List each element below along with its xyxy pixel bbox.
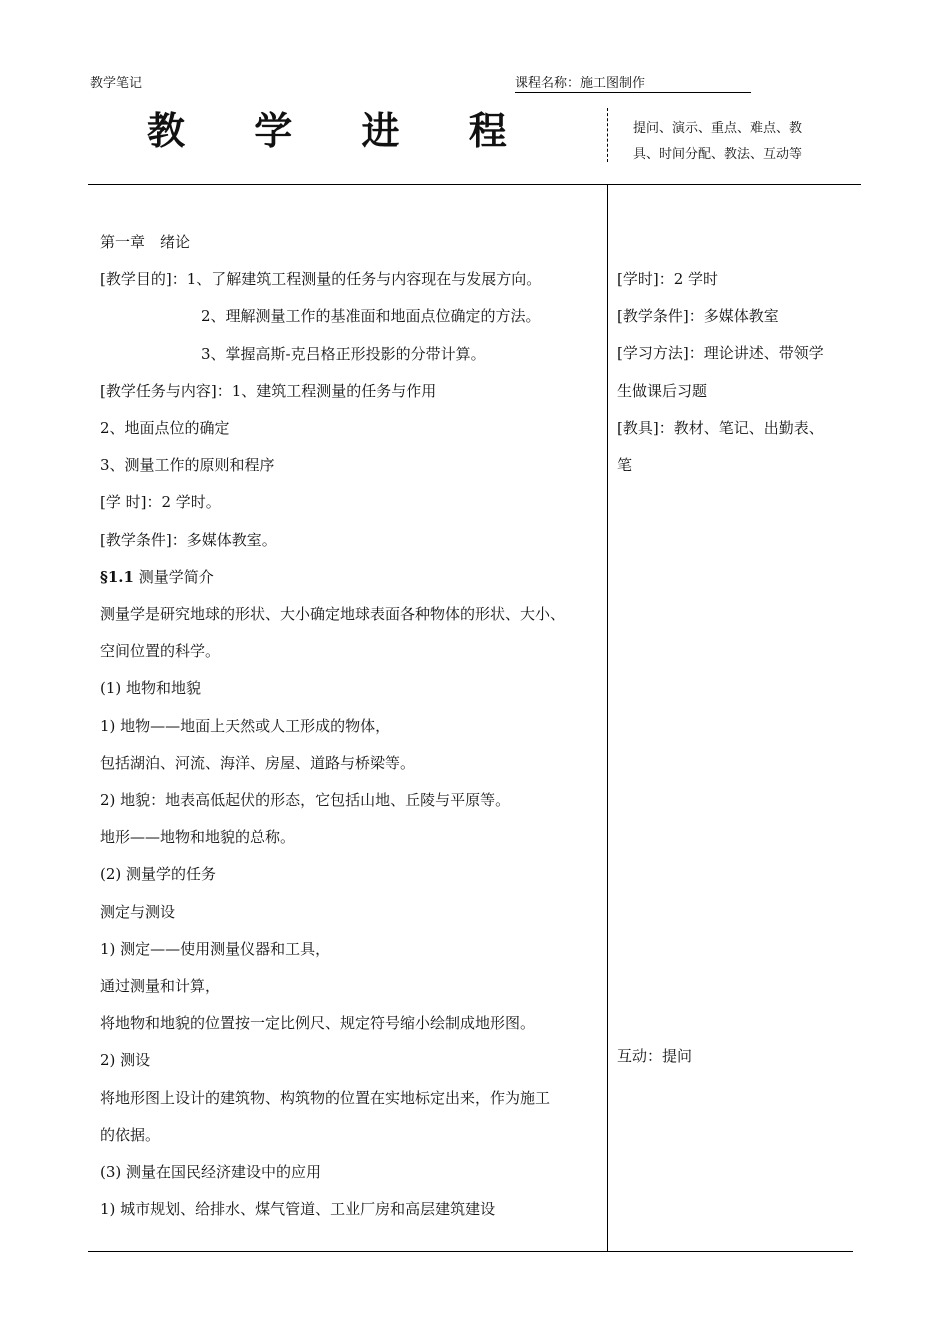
hours-line: [学 时]：2 学时。 [100,493,221,512]
column-divider [607,184,608,1252]
page-title: 教 学 进 程 [147,109,535,153]
task-item: 1、建筑工程测量的任务与作用 [231,381,437,400]
objective-item: 1、了解建筑工程测量的任务与内容现在与发展方向。 [186,270,542,289]
side-note [633,116,833,168]
side-tools-cont: 笔 [617,456,633,475]
top-rule [88,184,861,185]
text-line: 将地物和地貌的位置按一定比例尺、规定符号缩小绘制成地形图。 [100,1014,536,1033]
task-item: 2、地面点位的确定 [100,419,230,438]
side-note-line: 具、时间分配、教法、互动等 [633,147,803,162]
side-tools: [教具]：教材、笔记、出勤表、 [617,418,824,437]
task-label: [教学任务与内容]： [100,381,232,400]
text-line: 测定与测设 [100,902,176,921]
section-heading [100,559,605,596]
text-line: 1) 地物——地面上天然或人工形成的物体， [100,716,391,735]
task-item: 3、测量工作的原则和程序 [100,456,275,475]
text-line: 空间位置的科学。 [100,642,221,661]
dashed-divider [607,108,608,162]
text-line: 1) 测定——使用测量仪器和工具， [100,939,331,958]
section-title: 测量学简介 [133,567,214,586]
side-method: [学习方法]：理论讲述、带领学 [617,344,824,363]
objective-item: 3、掌握高斯-克吕格正形投影的分带计算。 [201,344,486,363]
chapter-title: 第一章 绪论 [100,233,191,251]
text-line: 2) 测设 [100,1051,151,1070]
side-note-line: 提问、演示、重点、难点、教 [633,121,803,136]
objective-line [100,261,605,298]
side-conditions: [教学条件]：多媒体教室 [617,307,779,326]
header-left: 教学笔记 [90,76,143,91]
side-hours: [学时]：2 学时 [617,270,719,288]
section-number: §1.1 [100,567,134,586]
main-column [100,224,605,1228]
objective-item: 2、理解测量工作的基准面和地面点位确定的方法。 [201,307,541,326]
side-method-cont: 生做课后习题 [617,381,708,400]
text-line: 包括湖泊、河流、海洋、房屋、道路与桥梁等。 [100,753,416,772]
text-line: (2) 测量学的任务 [100,865,217,884]
text-line: 通过测量和计算， [100,977,221,996]
text-line: 测量学是研究地球的形状、大小确定地球表面各种物体的形状、大小、 [100,605,566,624]
text-line: 的依据。 [100,1125,161,1144]
text-line: 2) 地貌：地表高低起伏的形态，它包括山地、丘陵与平原等。 [100,791,511,810]
text-line: 地形——地物和地貌的总称。 [100,828,296,847]
text-line: 将地形图上设计的建筑物、构筑物的位置在实地标定出来，作为施工 [100,1088,551,1107]
task-line [100,373,605,410]
side-interaction: 互动：提问 [617,1047,693,1065]
bottom-rule [88,1251,853,1252]
side-column [617,261,857,484]
text-line: (1) 地物和地貌 [100,679,202,698]
objective-label: [教学目的]： [100,270,187,289]
conditions-line: [教学条件]：多媒体教室。 [100,530,277,549]
text-line: 1) 城市规划、给排水、煤气管道、工业厂房和高层建筑建设 [100,1200,496,1219]
course-name: 课程名称：施工图制作 [515,72,751,93]
text-line: (3) 测量在国民经济建设中的应用 [100,1163,322,1182]
